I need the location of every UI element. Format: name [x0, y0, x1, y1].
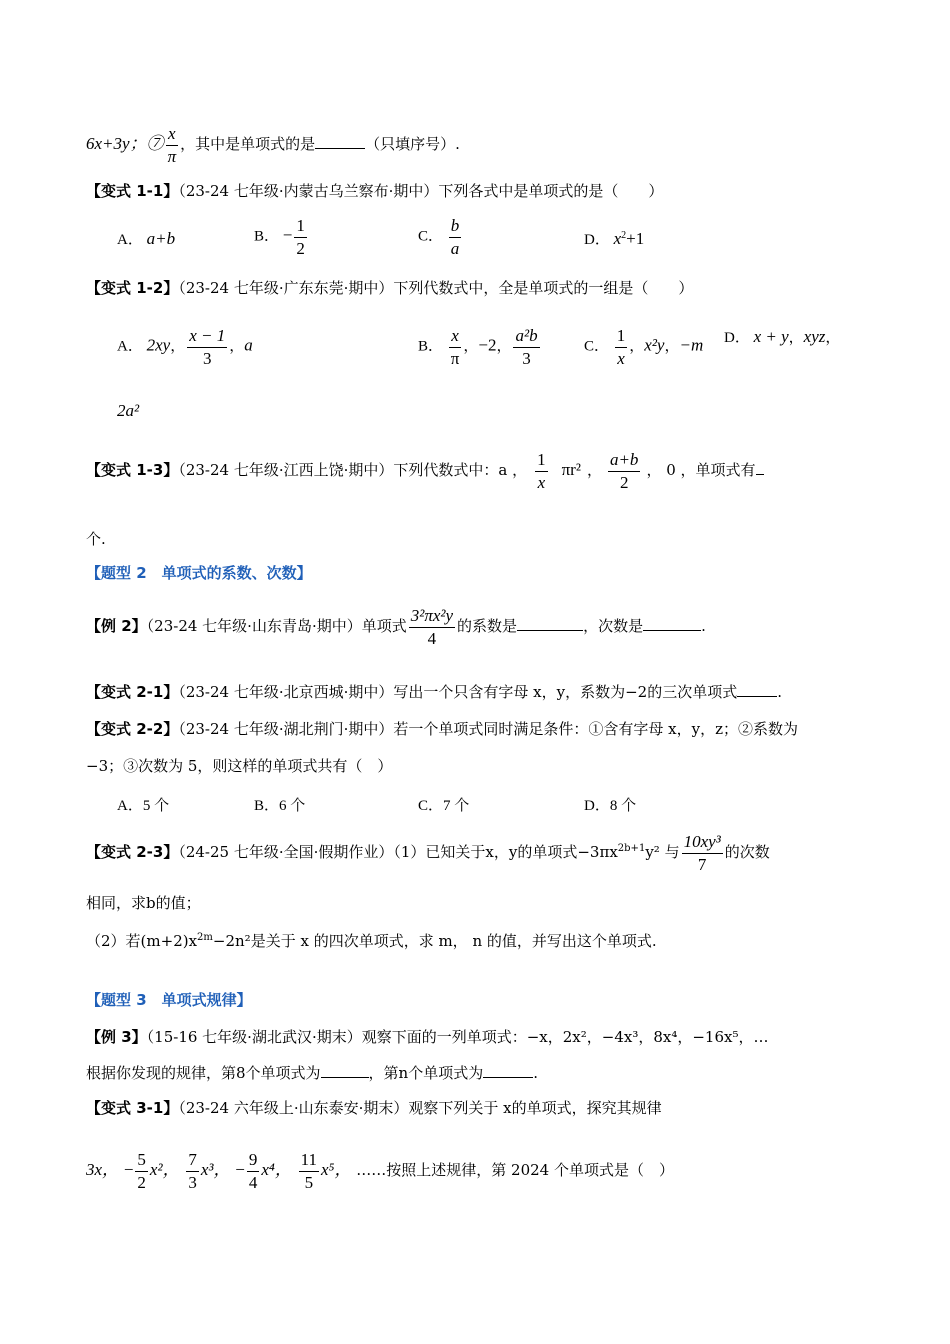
option-d-continued: 2a² — [117, 401, 140, 420]
section-heading-type-3: 【题型 3 单项式规律】 — [86, 991, 252, 1009]
option-d[interactable]: D． $x^2+1$ — [584, 229, 645, 248]
answer-blank[interactable] — [737, 682, 777, 697]
variant-2-3-line-2: 相同，求b的值； — [86, 894, 201, 912]
variant-2-3: 【变式 2-3】（24-25 七年级·全国·假期作业）（1）已知关于x，y的单项式$-3\pi x^{2b+1}y^2$ 与 $\frac{\text{10xy³}}{7}$ 的次数 — [86, 832, 770, 874]
question-tail-line: 6x+3y；⑦ $\frac{x}{\pi}$ ，其中是单项式的是 （只填序号）. — [86, 124, 460, 166]
option-c[interactable]: C． $\frac{b}{a}$ — [418, 216, 460, 258]
variant-2-1: 【变式 2-1】（23-24 七年级·北京西城·期中）写出一个只含有字母 x，y，系数为−2的三次单项式 . — [86, 683, 782, 701]
variant-1-3-continued: 个. — [86, 530, 106, 548]
variant-2-2: 【变式 2-2】（23-24 七年级·湖北荆门·期中）若一个单项式同时满足条件：①含有字母 x，y，z；②系数为 — [86, 720, 798, 738]
option-b[interactable]: B．6 个 — [254, 798, 306, 814]
option-b[interactable]: B． $\frac{x}{\pi}$ ，−2， $\frac{\text{a²b}}{3}$ — [418, 326, 538, 368]
example-3-line-2: 根据你发现的规律，第8个单项式为 ，第n个单项式为 . — [86, 1064, 538, 1082]
option-c[interactable]: C． $\frac{1}{x}$ ，x²y，−m — [584, 326, 704, 368]
option-a[interactable]: A． a+b — [117, 229, 176, 248]
answer-blank[interactable] — [517, 616, 583, 631]
answer-blank[interactable] — [321, 1063, 369, 1078]
example-3: 【例 3】（15-16 七年级·湖北武汉·期末）观察下面的一列单项式：−x，2x²，−4x³，8x⁴，−16x⁵，… — [86, 1028, 769, 1046]
variant-2-3-part-2: （2）若$(m+2)x^{2m}-2n^2$是关于 x 的四次单项式，求 m， n 的值，并写出这个单项式. — [86, 932, 657, 950]
option-a[interactable]: A． 2xy， $\frac{x - 1}{3}$ ，a — [117, 326, 253, 368]
variant-3-1: 【变式 3-1】（23-24 六年级上·山东泰安·期末）观察下列关于 x的单项式，探究其规律 — [86, 1099, 662, 1117]
option-d[interactable]: D．8 个 — [584, 798, 637, 814]
monomial-sequence: 3x， − $\frac{5}{2}$ x²， $\frac{7}{3}$ x³， − $\frac{9}{4}$ x⁴， $\frac{11}{5}$ x⁵， ……按照上述规律，第 2024 个单项式是（ ） — [86, 1150, 674, 1192]
variant-1-3: 【变式 1-3】（23-24 七年级·江西上饶·期中）下列代数式中：a ， $\frac{1}{x}$ πr² ， $\frac{a+b}{2}$ ， 0 ，单项式有 — [86, 450, 764, 492]
option-d[interactable]: D． x + y，xyz， — [724, 327, 841, 346]
fraction: $\frac{x}{\pi}$ — [167, 124, 177, 166]
option-c[interactable]: C．7 个 — [418, 798, 470, 814]
variant-1-2: 【变式 1-2】（23-24 七年级·广东东莞·期中）下列代数式中，全是单项式的一组是（ ） — [86, 279, 694, 297]
answer-blank[interactable] — [756, 460, 764, 475]
example-2: 【例 2】（23-24 七年级·山东青岛·期中）单项式 $\frac{\text{3²πx²y}}{4}$ 的系数是 ，次数是 . — [86, 606, 706, 648]
variant-2-2-line-2: −3；③次数为 5，则这样的单项式共有（ ） — [86, 757, 393, 775]
answer-blank[interactable] — [315, 134, 365, 149]
variant-1-1: 【变式 1-1】（23-24 七年级·内蒙古乌兰察布·期中）下列各式中是单项式的是（ ） — [86, 182, 664, 200]
answer-blank[interactable] — [643, 616, 701, 631]
section-heading-type-2: 【题型 2 单项式的系数、次数】 — [86, 564, 312, 582]
expression: 6x+3y；⑦ — [86, 134, 164, 154]
option-b[interactable]: B． − $\frac{1}{2}$ — [254, 216, 305, 258]
option-a[interactable]: A．5 个 — [117, 798, 170, 814]
answer-blank[interactable] — [483, 1063, 533, 1078]
